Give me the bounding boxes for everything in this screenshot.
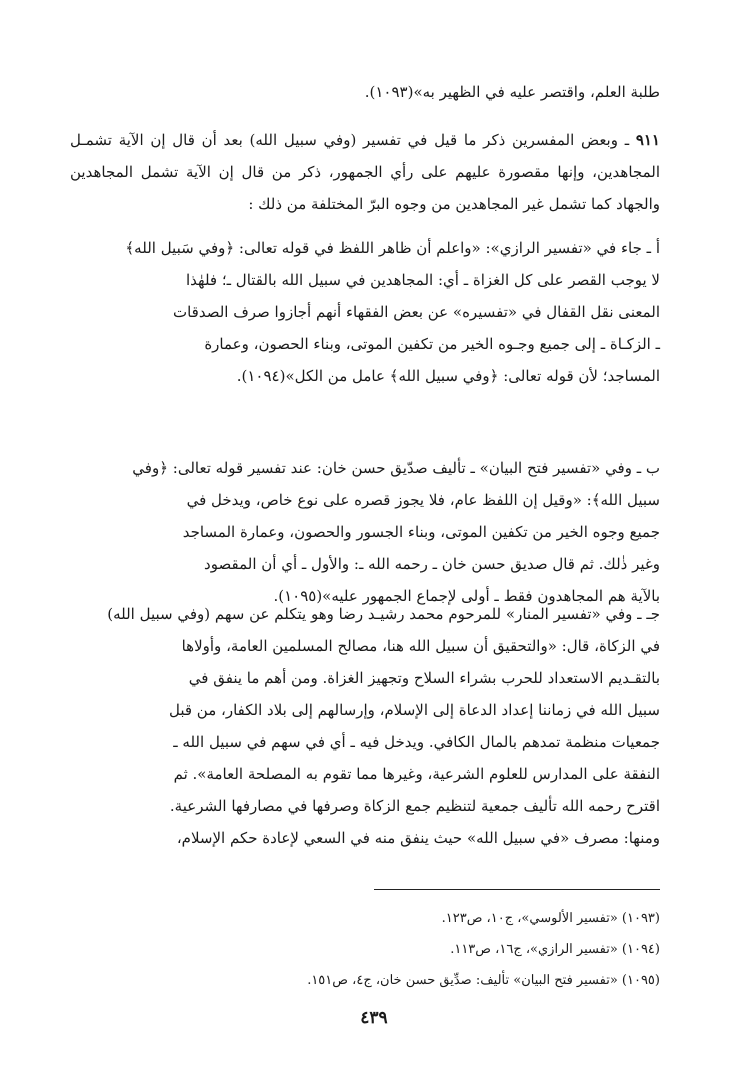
item-line: جـ ـ وفي «تفسير المنار» للمرحوم محمد رشيـد رضا وهو يتكلم عن سهم (وفي سبيل الله): [107, 605, 660, 623]
footnotes: [70, 903, 660, 996]
item-line: اقترح رحمه الله تأليف جمعية لتنظيم جمع الزكاة وصرفها في مصارفها الشرعية.: [169, 797, 660, 815]
footnote-divider: [374, 889, 660, 890]
footnote: (١٠٩٣) «تفسير الألوسي»، ج١٠، ص١٢٣.: [441, 911, 660, 926]
intro-paragraph: [70, 76, 660, 108]
item-line: سبيل الله﴾: «وقيل إن اللفظ عام، فلا يجوز قصره على نوع خاص، ويدخل في: [186, 491, 660, 509]
item-line: المساجد؛ لأن قوله تعالى: ﴿وفي سبيل الله﴾ عامل من الكل»(١٠٩٤).: [236, 367, 660, 385]
page-number: ٤٣٩: [360, 1008, 388, 1028]
item-jim: [70, 598, 660, 854]
intro-line: طلبة العلم، واقتصر عليه في الظهير به»(١٠٩٣).: [364, 83, 660, 101]
item-line: لا يوجب القصر على كل الغزاة ـ أي: المجاهدين في سبيل الله بالقتال ـ؛ فلهٰذا: [186, 271, 660, 289]
item-ba: [70, 452, 660, 612]
item-line: سبيل الله في زماننا إعداد الدعاة إلى الإسلام، وإرسالهم إلى بلاد الكفار، من قبل: [168, 701, 660, 719]
item-line: ـ الزكـاة ـ إلى جميع وجـوه الخير من تكفين الموتى، وبناء الحصون، وعمارة: [204, 335, 660, 353]
item-line: جمعيات منظمة تمدهم بالمال الكافي. ويدخل فيه ـ أي في سهم في سبيل الله ـ: [173, 733, 660, 751]
item-alif: [70, 232, 660, 392]
item-line: المعنى نقل القفال في «تفسيره» عن بعض الفقهاء أنهم أجازوا صرف الصدقات: [172, 303, 660, 321]
item-line: بالتقـديم الاستعداد للحرب بشراء السلاح وتجهيز الغزاة. ومن أهم ما ينفق في: [188, 669, 660, 687]
footnote: (١٠٩٤) «تفسير الرازي»، ج١٦، ص١١٣.: [450, 942, 660, 957]
item-line: ومنها: مصرف «في سبيل الله» حيث ينفق منه في السعي لإعادة حكم الإسلام،: [176, 829, 660, 847]
section-body: ـ وبعض المفسرين ذكر ما قيل في تفسير (وفي سبيل الله) بعد أن قال إن الآية تشمـل المجاهدين، وإنها مقصورة عليهم على رأي الجمهور، ذكر من قال إن الآية تشمل المجاهدين والجهاد كما تشمل غير المجاهدين من وجوه البرّ المختلفة من ذلك :: [70, 131, 660, 213]
item-line: وغير ذٰلك. ثم قال صديق حسن خان ـ رحمه الله ـ: والأول ـ أي أن المقصود: [204, 555, 660, 573]
footnote: (١٠٩٥) «تفسير فتح البيان» تأليف: صدِّيق حسن خان، ج٤، ص١٥١.: [307, 973, 660, 988]
item-line: النفقة على المدارس للعلوم الشرعية، وغيرها مما تقوم به المصلحة العامة». ثم: [173, 765, 660, 783]
section-text: [70, 124, 660, 220]
item-line: جميع وجوه الخير من تكفين الموتى، وبناء الجسور والحصون، وعمارة المساجد: [182, 523, 660, 541]
item-line: بالآية هم المجاهدون فقط ـ أولى لإجماع الجمهور عليه»(١٠٩٥).: [273, 587, 660, 605]
section-number: ٩١١: [635, 131, 660, 149]
item-line: ب ـ وفي «تفسير فتح البيان» ـ تأليف صدّيق حسن خان: عند تفسير قوله تعالى: ﴿وفي: [132, 459, 660, 477]
item-line: أ ـ جاء في «تفسير الرازي»: «واعلم أن ظاهر اللفظ في قوله تعالى: ﴿وفي سَبيل الله﴾: [125, 239, 660, 257]
section-911-paragraph: [70, 124, 660, 220]
item-line: في الزكاة، قال: «والتحقيق أن سبيل الله هنا، مصالح المسلمين العامة، وأولاها: [181, 637, 660, 655]
